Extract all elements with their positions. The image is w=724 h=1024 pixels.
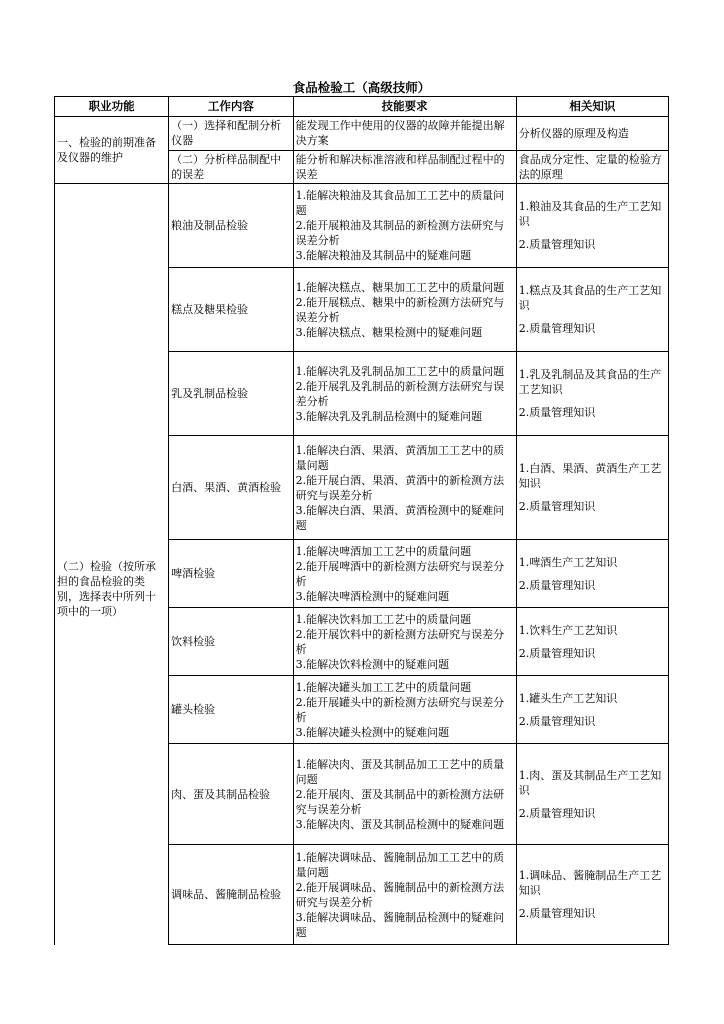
content-cell: （二）分析样品制配中的误差 <box>169 150 293 184</box>
function-cell <box>55 184 169 945</box>
knowledge-item: 1.调味品、酱腌制品生产工艺知识 <box>518 869 662 897</box>
skill-cell <box>293 608 516 676</box>
skill-cell <box>293 352 516 436</box>
knowledge-cell <box>516 436 668 540</box>
skill-item: 3.能解决肉、蛋及其制品检测中的疑难问题 <box>295 817 505 831</box>
skill-item: 1.能解决糕点、糖果加工工艺中的质量问题 <box>295 280 505 294</box>
skill-item: 1.能解决饮料加工工艺中的质量问题 <box>295 612 472 626</box>
skill-item: 3.能解决调味品、酱腌制品检测中的疑难问题 <box>295 910 505 939</box>
header-content: 工作内容 <box>169 97 293 117</box>
knowledge-cell: 分析仪器的原理及构造 <box>516 117 668 151</box>
knowledge-cell <box>516 845 668 945</box>
knowledge-item: 1.饮料生产工艺知识 <box>518 623 618 637</box>
skill-cell <box>293 676 516 744</box>
skill-item: 2.能开展饮料中的新检测方法研究与误差分析 <box>295 627 505 656</box>
skill-item: 1.能解决白酒、果酒、黄酒加工工艺中的质量问题 <box>295 443 505 472</box>
knowledge-item: 2.质量管理知识 <box>518 806 596 820</box>
function-text: （二）检验（按所承担的食品检验的类别，选择表中所列十项中的一项） <box>57 560 156 618</box>
knowledge-item: 1.啤酒生产工艺知识 <box>518 555 618 569</box>
knowledge-cell <box>516 744 668 845</box>
knowledge-item: 2.质量管理知识 <box>518 322 596 335</box>
skill-item: 2.能开展啤酒中的新检测方法研究与误差分析 <box>295 559 505 588</box>
knowledge-cell <box>516 268 668 352</box>
content-cell: 乳及乳制品检验 <box>169 352 293 436</box>
knowledge-cell <box>516 184 668 268</box>
skill-cell <box>293 436 516 540</box>
skills-table <box>54 96 669 945</box>
knowledge-item: 2.质量管理知识 <box>518 646 596 660</box>
skill-cell <box>293 268 516 352</box>
skill-cell <box>293 744 516 845</box>
content-cell: 饮料检验 <box>169 608 293 676</box>
knowledge-item: 1.粮油及其食品的生产工艺知识 <box>518 200 662 228</box>
knowledge-cell <box>516 608 668 676</box>
header-skill: 技能要求 <box>293 97 516 117</box>
table-header-row <box>55 97 669 117</box>
knowledge-cell <box>516 540 668 608</box>
knowledge-cell: 食品成分定性、定量的检验方法的原理 <box>516 150 668 184</box>
skill-item: 3.能解决饮料检测中的疑难问题 <box>295 657 450 671</box>
content-cell: 糕点及糖果检验 <box>169 268 293 352</box>
skill-item: 2.能开展糕点、糖果中的新检测方法研究与误差分析 <box>295 295 505 324</box>
skill-item: 1.能解决调味品、酱腌制品加工工艺中的质量问题 <box>295 850 505 879</box>
knowledge-cell <box>516 676 668 744</box>
knowledge-item: 1.糕点及其食品的生产工艺知识 <box>518 284 662 312</box>
skill-item: 3.能解决罐头检测中的疑难问题 <box>295 725 450 739</box>
knowledge-item: 2.质量管理知识 <box>518 406 596 419</box>
skill-cell: 能分析和解决标准溶液和样品制配过程中的误差 <box>293 150 516 184</box>
knowledge-item: 1.罐头生产工艺知识 <box>518 691 618 705</box>
skill-item: 3.能解决啤酒检测中的疑难问题 <box>295 589 450 603</box>
skill-item: 2.能开展罐头中的新检测方法研究与误差分析 <box>295 695 505 724</box>
knowledge-item: 2.质量管理知识 <box>518 500 596 513</box>
header-function: 职业功能 <box>55 97 169 117</box>
knowledge-item: 1.乳及乳制品及其食品的生产工艺知识 <box>518 368 662 396</box>
knowledge-item: 2.质量管理知识 <box>518 714 596 728</box>
skill-item: 3.能解决糕点、糖果检测中的疑难问题 <box>295 325 483 339</box>
skill-item: 2.能开展肉、蛋及其制品中的新检测方法研究与误差分析 <box>295 787 505 816</box>
skill-item: 3.能解决粮油及其制品中的疑难问题 <box>295 249 472 262</box>
skill-item: 1.能解决乳及乳制品加工工艺中的质量问题 <box>295 364 505 378</box>
content-cell: 白酒、果酒、黄酒检验 <box>169 436 293 540</box>
skill-cell <box>293 540 516 608</box>
content-cell: 啤酒检验 <box>169 540 293 608</box>
table-row <box>55 184 669 268</box>
knowledge-cell <box>516 352 668 436</box>
skill-item: 2.能开展调味品、酱腌制品中的新检测方法研究与误差分析 <box>295 880 505 909</box>
content-cell: （一）选择和配制分析仪器 <box>169 117 293 151</box>
skill-cell <box>293 845 516 945</box>
skill-item: 3.能解决乳及乳制品检测中的疑难问题 <box>295 409 483 423</box>
skill-cell: 能发现工作中使用的仪器的故障并能提出解决方案 <box>293 117 516 151</box>
skill-item: 2.能开展白酒、果酒、黄酒中的新检测方法研究与误差分析 <box>295 473 505 502</box>
content-cell: 肉、蛋及其制品检验 <box>169 744 293 845</box>
knowledge-item: 2.质量管理知识 <box>518 578 596 592</box>
knowledge-item: 2.质量管理知识 <box>518 238 596 251</box>
skill-item: 3.能解决白酒、果酒、黄酒检测中的疑难问题 <box>295 503 505 532</box>
content-cell: 罐头检验 <box>169 676 293 744</box>
knowledge-item: 1.肉、蛋及其制品生产工艺知识 <box>518 768 662 797</box>
knowledge-item: 1.白酒、果酒、黄酒生产工艺知识 <box>518 462 662 490</box>
function-cell: 一、检验的前期准备及仪器的维护 <box>55 117 169 184</box>
skill-item: 1.能解决罐头加工工艺中的质量问题 <box>295 680 472 694</box>
skill-item: 2.能开展粮油及其制品的新检测方法研究与误差分析 <box>295 219 505 247</box>
skill-item: 2.能开展乳及乳制品的新检测方法研究与误差分析 <box>295 379 505 408</box>
document-title: 食品检验工（高级技师） <box>292 80 431 95</box>
content-cell: 粮油及制品检验 <box>169 184 293 268</box>
header-knowledge: 相关知识 <box>516 97 668 117</box>
skill-item: 1.能解决粮油及其食品加工工艺中的质量问题 <box>295 189 505 217</box>
skill-item: 1.能解决肉、蛋及其制品加工工艺中的质量问题 <box>295 757 505 786</box>
knowledge-item: 2.质量管理知识 <box>518 907 596 920</box>
table-row <box>55 117 669 151</box>
skill-cell <box>293 184 516 268</box>
skill-item: 1.能解决啤酒加工工艺中的质量问题 <box>295 544 472 558</box>
content-cell: 调味品、酱腌制品检验 <box>169 845 293 945</box>
